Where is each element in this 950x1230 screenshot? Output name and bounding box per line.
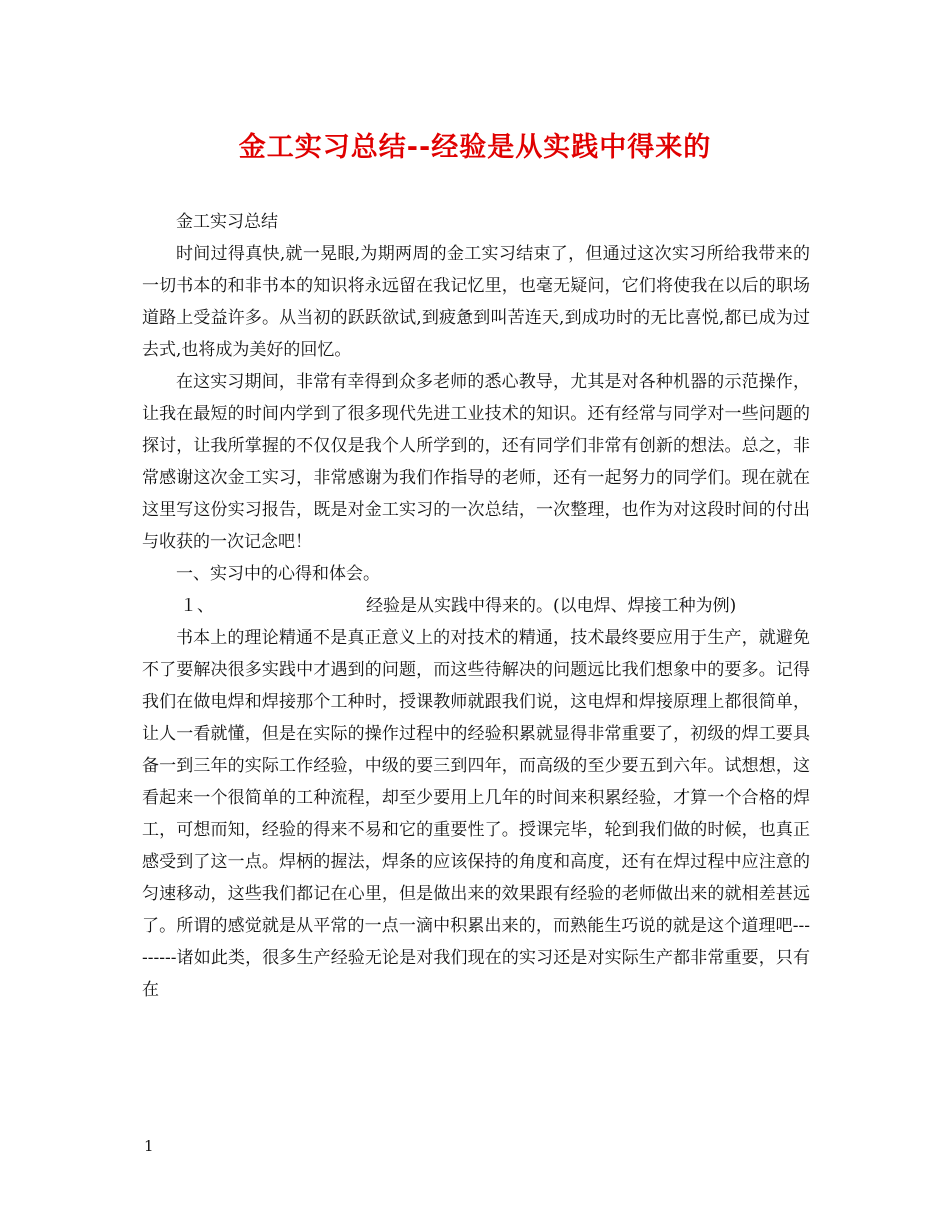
section-heading: 一、实习中的心得和体会。 (176, 564, 380, 584)
page-number: 1 (144, 1137, 154, 1155)
document-title: 金工实习总结--经验是从实践中得来的 (238, 132, 712, 163)
document-body (142, 206, 810, 1006)
paragraph-thanks: 在这实习期间，非常有幸得到众多老师的悉心教导，尤其是对各种机器的示范操作，让我在最短的时间内学到了很多现代先进工业技术的知识。还有经常与同学对一些问题的探讨，让我所掌握的不仅仅是我个人所学到的，还有同学们非常有创新的想法。总之，非常感谢这次金工实习，非常感谢为我们作指导的老师，还有一起努力的同学们。现在就在这里写这份实习报告，既是对金工实习的一次总结，一次整理，也作为对这段时间的付出与收获的一次记念吧！ (142, 372, 810, 552)
section-label: 金工实习总结 (176, 212, 278, 232)
numbered-point (142, 590, 810, 622)
point-text: 经验是从实践中得来的。(以电焊、焊接工种为例) (366, 596, 737, 616)
point-number: １、 (180, 596, 214, 616)
paragraph-experience: 书本上的理论精通不是真正意义上的对技术的精通，技术最终要应用于生产，就避免不了要解决很多实践中才遇到的问题，而这些待解决的问题远比我们想象中的要多。记得我们在做电焊和焊接那个工种时，授课教师就跟我们说，这电焊和焊接原理上都很简单，让人一看就懂，但是在实际的操作过程中的经验积累就显得非常重要了，初级的焊工要具备一到三年的实际工作经验，中级的要三到四年，而高级的至少要五到六年。试想想，这看起来一个很简单的工种流程，却至少要用上几年的时间来积累经验，才算一个合格的焊工，可想而知，经验的得来不易和它的重要性了。授课完毕，轮到我们做的时候，也真正感受到了这一点。焊柄的握法，焊条的应该保持的角度和高度，还有在焊过程中应注意的匀速移动，这些我们都记在心里，但是做出来的效果跟有经验的老师做出来的就相差甚远了。所谓的感觉就是从平常的一点一滴中积累出来的，而熟能生巧说的就是这个道理吧---------诸如此类，很多生产经验无论是对我们现在的实习还是对实际生产都非常重要，只有在 (142, 628, 810, 1000)
paragraph-intro: 时间过得真快,就一晃眼,为期两周的金工实习结束了，但通过这次实习所给我带来的一切书本的和非书本的知识将永远留在我记忆里，也毫无疑问，它们将使我在以后的职场道路上受益许多。从当初的跃跃欲试,到疲惫到叫苦连天,到成功时的无比喜悦,都已成为过去式,也将成为美好的回忆。 (142, 244, 810, 360)
